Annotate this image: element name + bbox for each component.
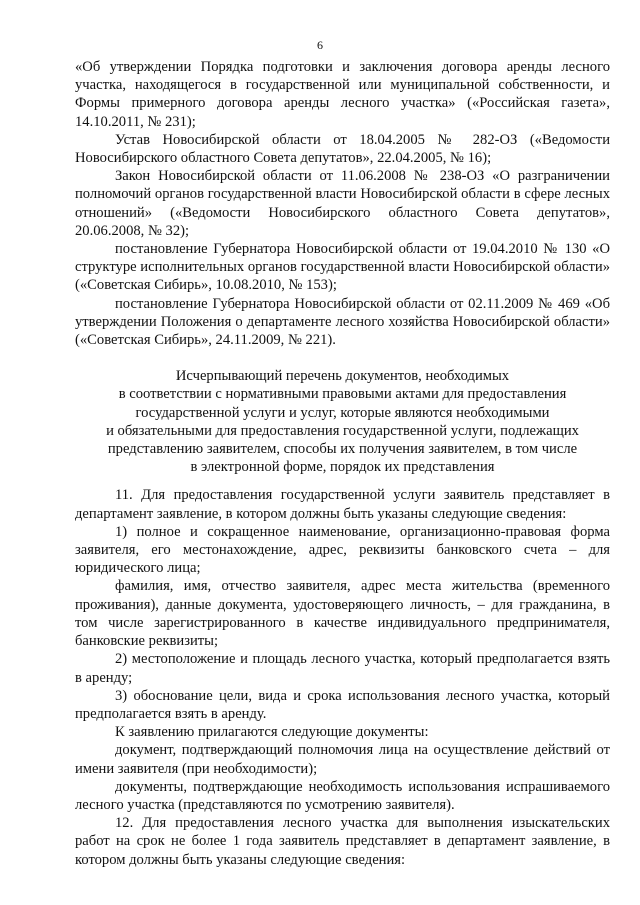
paragraph: 3) обоснование цели, вида и срока использования лесного участка, который предполагается взять в аренду. bbox=[75, 687, 610, 722]
paragraph: постановление Губернатора Новосибирской области от 02.11.2009 № 469 «Об утверждении Положения о департаменте лесного хозяйства Новосибирской области» («Советская Сибирь», 24.11.2009, № 221). bbox=[75, 295, 610, 349]
paragraph: 1) полное и сокращенное наименование, организационно-правовая форма заявителя, его местонахождение, адрес, реквизиты банковского счета – для юридического лица; bbox=[75, 523, 610, 577]
heading-line: государственной услуги и услуг, которые являются необходимыми bbox=[135, 404, 550, 421]
paragraph: документы, подтверждающие необходимость использования испрашиваемого лесного участка (представляются по усмотрению заявителя). bbox=[75, 778, 610, 813]
legal-basis-list bbox=[75, 58, 610, 349]
document-body bbox=[75, 58, 610, 869]
section-heading bbox=[75, 367, 610, 476]
paragraph: Устав Новосибирской области от 18.04.2005 № 282-ОЗ («Ведомости Новосибирского областного Совета депутатов», 22.04.2005, № 16); bbox=[75, 131, 610, 167]
heading-line: Исчерпывающий перечень документов, необходимых bbox=[175, 368, 510, 385]
paragraph: 11. Для предоставления государственной услуги заявитель представляет в департамент заявление, в котором должны быть указаны следующие сведения: bbox=[75, 487, 610, 522]
heading-line: представлению заявителем, способы их получения заявителем, в том числе bbox=[107, 441, 578, 458]
paragraph: К заявлению прилагаются следующие документы: bbox=[115, 724, 429, 741]
paragraph: Закон Новосибирской области от 11.06.2008 № 238-ОЗ «О разграничении полномочий органов государственной власти Новосибирской области в сфере лесных отношений» («Ведомости Новосибирского областного Совета депутатов», 20.06.2008, № 32); bbox=[75, 168, 610, 239]
requirements-list bbox=[75, 486, 610, 868]
page-number: 6 bbox=[317, 38, 323, 52]
paragraph: фамилия, имя, отчество заявителя, адрес места жительства (временного проживания), данные документа, удостоверяющего личность, – для гражданина, в том числе зарегистрированного в качестве индивидуального предпринимателя, банковские реквизиты; bbox=[75, 578, 610, 650]
paragraph: «Об утверждении Порядка подготовки и заключения договора аренды лесного участка, находящегося в государственной или муниципальной собственности, и Формы примерного договора аренды лесного участка» («Российская газета», 14.10.2011, № 231); bbox=[75, 59, 610, 130]
paragraph: постановление Губернатора Новосибирской области от 19.04.2010 № 130 «О структуре исполнительных органов государственной власти Новосибирской области» («Советская Сибирь», 10.08.2010, № 153); bbox=[75, 241, 610, 294]
paragraph: 2) местоположение и площадь лесного участка, который предполагается взять в аренду; bbox=[75, 651, 610, 686]
heading-line: и обязательными для предоставления государственной услуги, подлежащих bbox=[106, 422, 579, 439]
heading-line: в электронной форме, порядок их представления bbox=[190, 459, 495, 476]
heading-line: в соответствии с нормативными правовыми актами для предоставления bbox=[118, 386, 567, 403]
paragraph: 12. Для предоставления лесного участка для выполнения изыскательских работ на срок не более 1 года заявитель представляет в департамент заявление, в котором должны быть указаны следующие сведения: bbox=[75, 815, 610, 868]
paragraph: документ, подтверждающий полномочия лица на осуществление действий от имени заявителя (при необходимости); bbox=[75, 742, 610, 777]
